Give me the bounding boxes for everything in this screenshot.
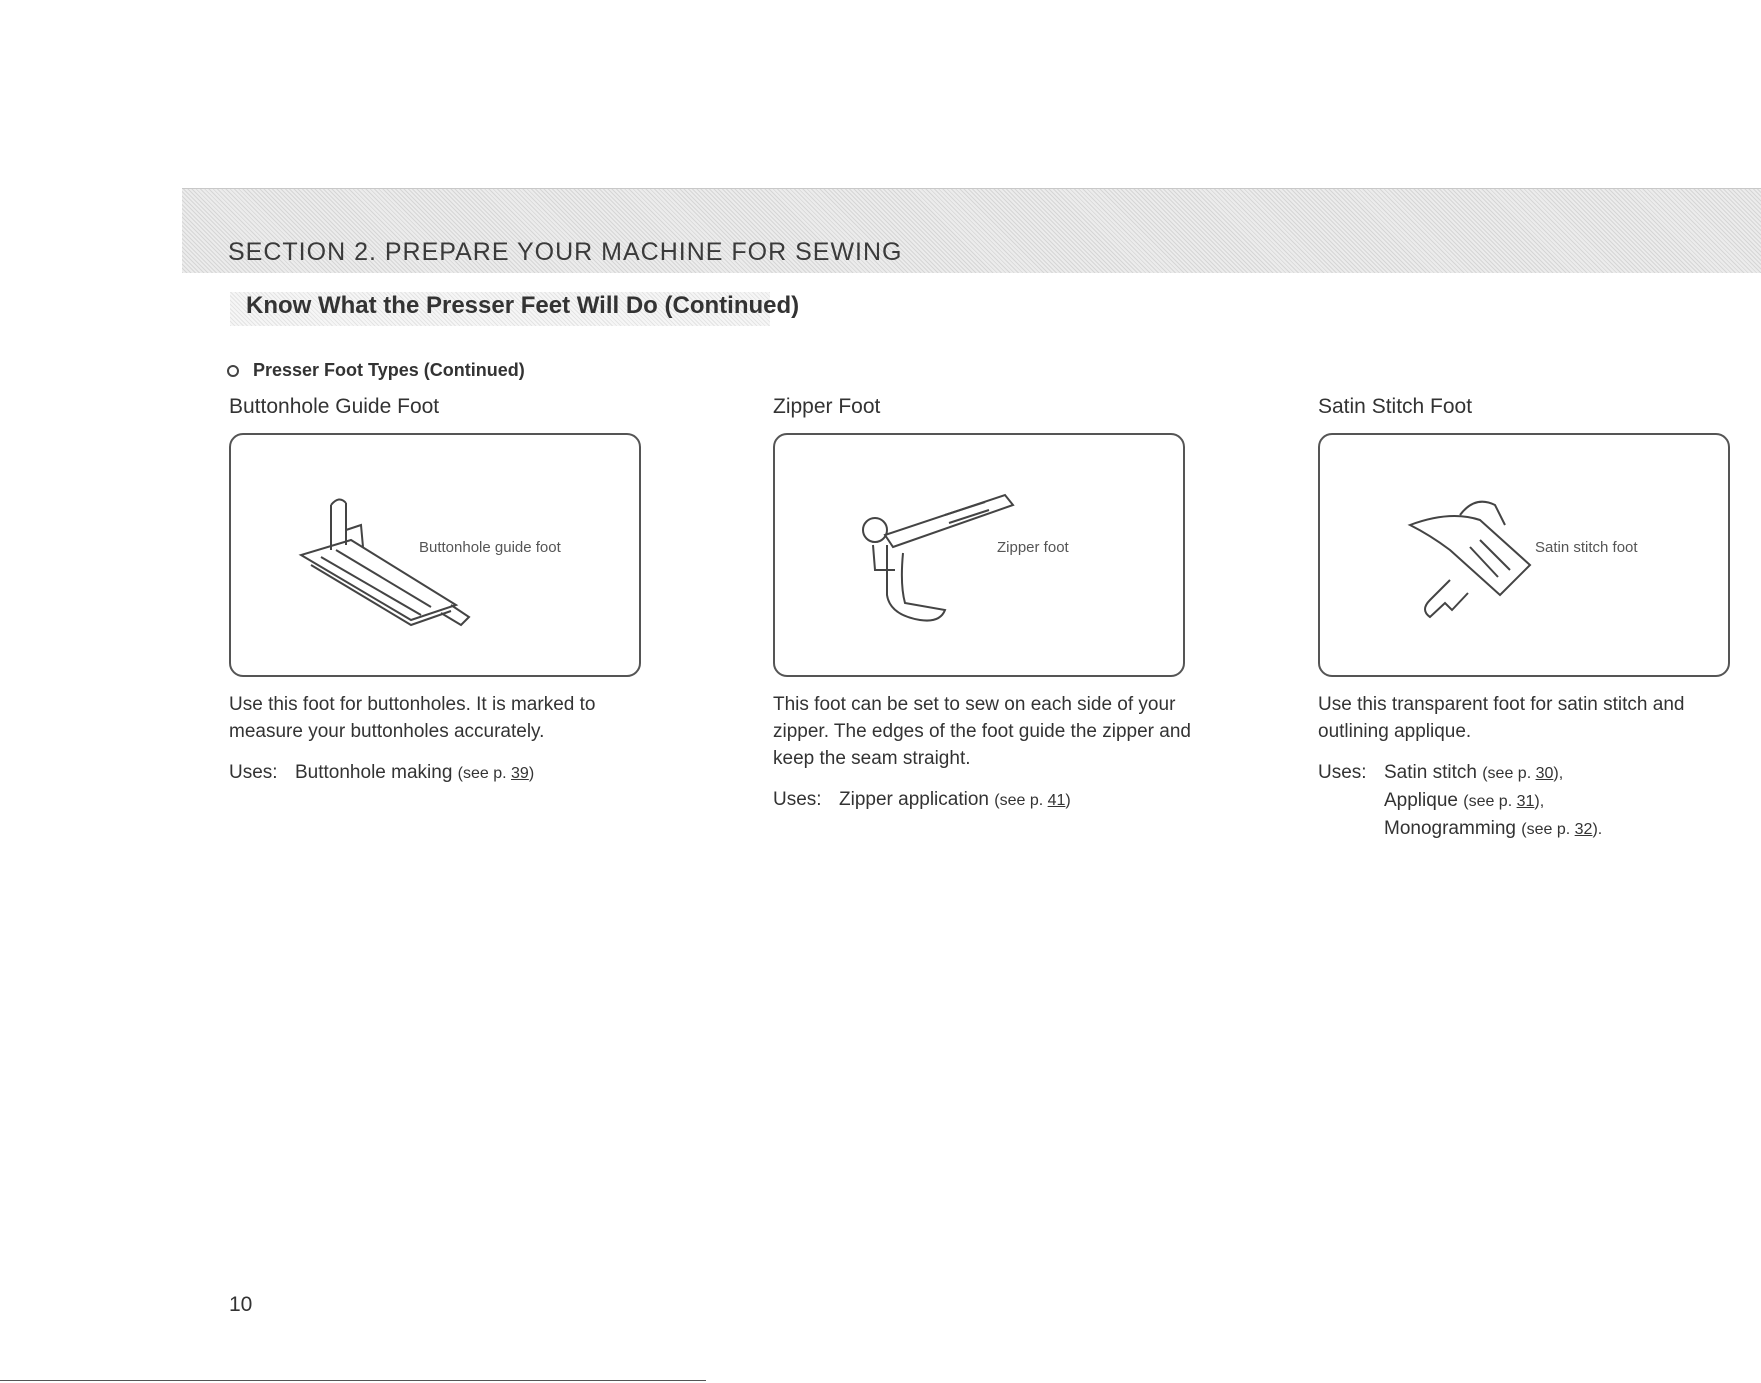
zipper-foot-icon bbox=[845, 475, 1025, 645]
illustration-frame bbox=[229, 433, 641, 677]
see-text: (see p. bbox=[457, 765, 512, 782]
use-text: Monogramming bbox=[1384, 818, 1516, 839]
section-title: SECTION 2. PREPARE YOUR MACHINE FOR SEWING bbox=[228, 238, 903, 266]
buttonhole-guide-foot-icon bbox=[291, 495, 481, 645]
see-end: ), bbox=[1553, 765, 1564, 782]
description: This foot can be set to sew on each side of your zipper. The edges of the foot guide the zipper and keep the seam straight. bbox=[773, 694, 1191, 769]
column-title: Buttonhole Guide Foot bbox=[229, 395, 440, 418]
bullet-heading-text: Presser Foot Types (Continued) bbox=[253, 360, 525, 380]
use-text: Buttonhole making bbox=[295, 762, 453, 783]
see-text: (see p. bbox=[1482, 765, 1536, 782]
uses-list bbox=[773, 786, 1193, 814]
column-zipper-foot bbox=[773, 395, 1193, 814]
uses-label: Uses: bbox=[229, 762, 278, 783]
see-text: (see p. bbox=[1521, 821, 1575, 838]
page-reference: 30 bbox=[1535, 765, 1554, 782]
bullet-icon bbox=[227, 365, 239, 377]
see-end: ), bbox=[1534, 793, 1545, 810]
uses-list bbox=[229, 759, 649, 787]
illustration-label: Satin stitch foot bbox=[1535, 539, 1638, 556]
column-buttonhole-guide-foot bbox=[229, 395, 649, 787]
see-end: ). bbox=[1592, 821, 1603, 838]
see-text: (see p. bbox=[1463, 793, 1517, 810]
description: Use this foot for buttonholes. It is marked to measure your buttonholes accurately. bbox=[229, 694, 596, 742]
use-item bbox=[839, 786, 1071, 814]
use-text: Satin stitch bbox=[1384, 762, 1477, 783]
page-reference: 39 bbox=[511, 765, 529, 782]
column-title: Satin Stitch Foot bbox=[1318, 395, 1473, 418]
illustration-frame bbox=[1318, 433, 1730, 677]
column-satin-stitch-foot bbox=[1318, 395, 1738, 843]
illustration-frame bbox=[773, 433, 1185, 677]
see-end: ) bbox=[528, 765, 535, 782]
page-subtitle: Know What the Presser Feet Will Do (Continued) bbox=[246, 292, 800, 319]
column-title: Zipper Foot bbox=[773, 395, 881, 418]
use-text: Applique bbox=[1384, 790, 1458, 811]
page-number: 10 bbox=[229, 1293, 253, 1316]
page-reference: 41 bbox=[1047, 792, 1066, 809]
uses-label: Uses: bbox=[1318, 762, 1367, 783]
illustration-label: Zipper foot bbox=[997, 539, 1069, 556]
use-item bbox=[1384, 815, 1602, 843]
use-item bbox=[1384, 787, 1602, 815]
see-text: (see p. bbox=[994, 792, 1048, 809]
use-item bbox=[1384, 759, 1602, 787]
page-reference: 32 bbox=[1574, 821, 1593, 838]
illustration-label: Buttonhole guide foot bbox=[419, 539, 561, 556]
description: Use this transparent foot for satin stitch and outlining applique. bbox=[1318, 694, 1685, 742]
use-item bbox=[295, 759, 534, 787]
see-end: ) bbox=[1065, 792, 1071, 809]
uses-list bbox=[1318, 759, 1738, 843]
satin-stitch-foot-icon bbox=[1390, 485, 1550, 645]
use-text: Zipper application bbox=[839, 789, 989, 810]
bullet-heading bbox=[227, 360, 525, 381]
bottom-rule bbox=[0, 1380, 706, 1381]
uses-label: Uses: bbox=[773, 789, 822, 810]
page-reference: 31 bbox=[1516, 793, 1535, 810]
